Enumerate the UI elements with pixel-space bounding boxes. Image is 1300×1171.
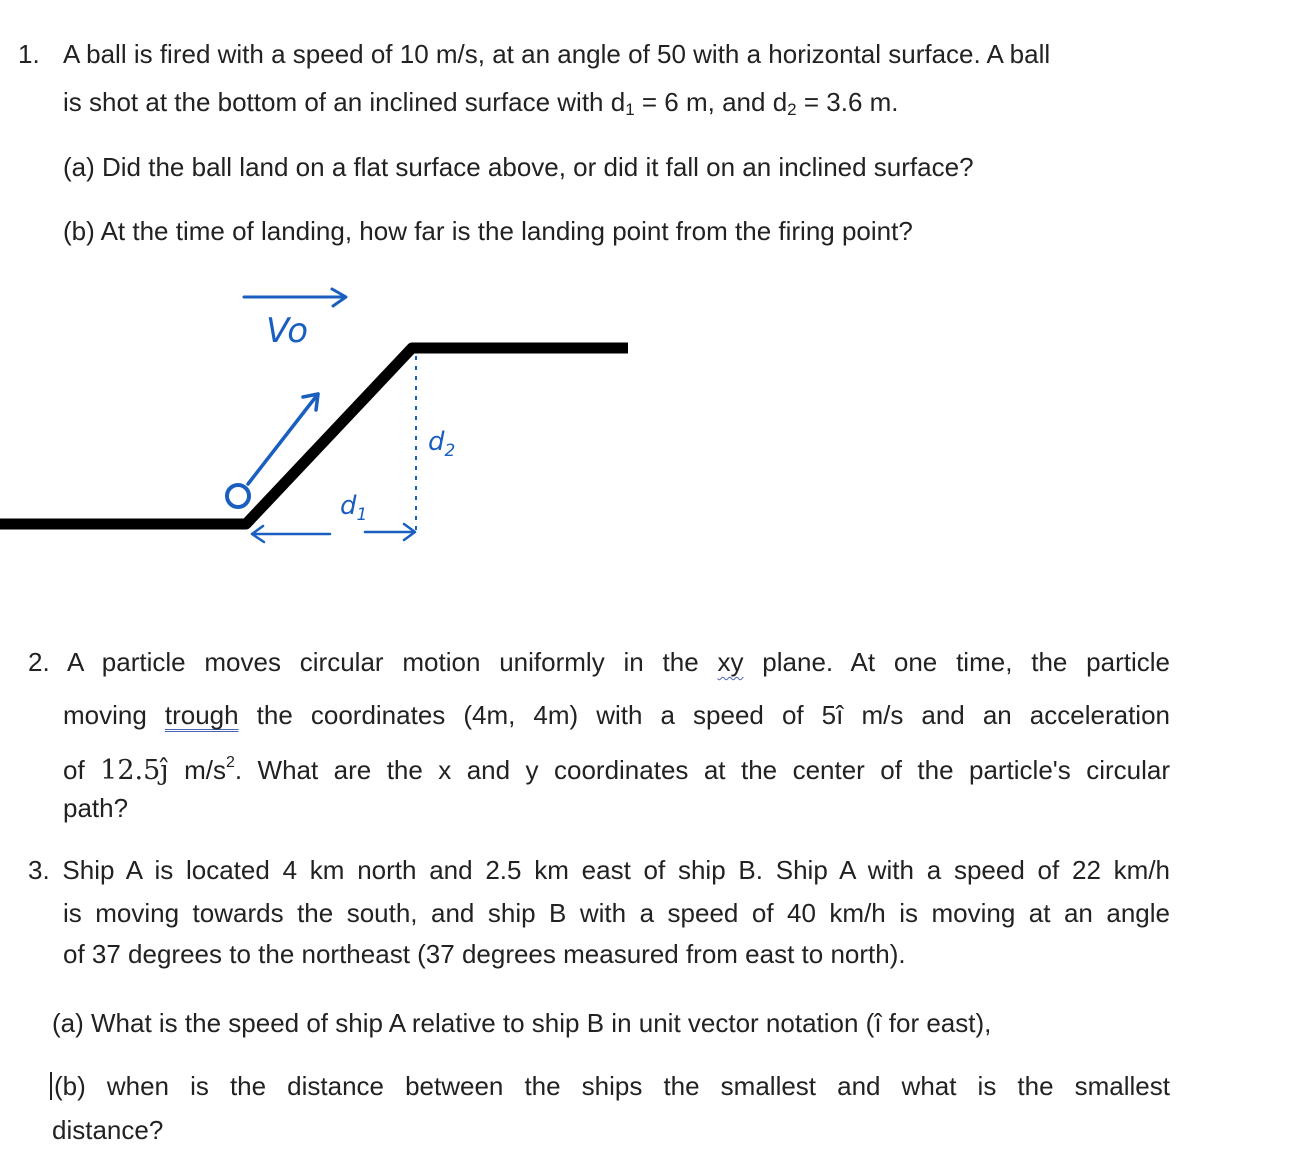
v0-label: Vo (266, 311, 309, 351)
problem-1-part-a: (a) Did the ball land on a flat surface above, or did it fall on an inclined surface? (63, 152, 974, 182)
surface-outline (0, 348, 628, 524)
problem-3-part-b-line-2: distance? (52, 1115, 164, 1145)
problem-1-line-2-mid: = 6 m, and d (634, 87, 788, 117)
problem-1-line-2 (63, 85, 899, 127)
ball-icon (227, 485, 249, 507)
d2-label: $d_2$ (428, 427, 456, 461)
i-hat-symbol: î (836, 700, 844, 730)
acceleration-value: 12.5ĵ (100, 755, 169, 786)
d1-subscript: 1 (625, 100, 635, 119)
problem-1-line-2-post: = 3.6 m. (796, 87, 899, 117)
launch-velocity-arrow (248, 394, 318, 484)
problem-1-number: 1. (18, 39, 40, 69)
problem-2-line-1: 2. A particle moves circular motion uniformly in the xy plane. At one time, the particle (28, 647, 1170, 677)
d2-subscript: 2 (787, 100, 797, 119)
trough-flagged-word: trough (164, 700, 239, 730)
problem-1-part-b: (b) At the time of landing, how far is the landing point from the firing point? (63, 216, 913, 246)
problem-2-line-3: of 12.5ĵ $m/s^2$. What are the x and y coordinates at the center of the particle's circular (63, 754, 1170, 786)
problem-3-line-2: is moving towards the south, and ship B with a speed of 40 km/h is moving at an angle (63, 898, 1170, 928)
xy-flagged-word: xy (717, 647, 744, 677)
problem-3-part-a: (a) What is the speed of ship A relative to ship B in unit vector notation (î for east), (52, 1008, 992, 1038)
squared-superscript: 2 (225, 754, 235, 771)
d1-label: $d_1$ (340, 491, 368, 525)
problem-3-line-1: 3. Ship A is located 4 km north and 2.5 km east of ship B. Ship A with a speed of 22 km/h (28, 855, 1170, 885)
problem-2-line-2: moving trough the coordinates (4m, 4m) with a speed of 5î m/s and an acceleration (63, 700, 1170, 730)
text-cursor (50, 1072, 52, 1100)
problem-1-line-1: A ball is fired with a speed of 10 m/s, at an angle of 50 with a horizontal surface. A ball (63, 39, 1051, 69)
problem-1-line-2-pre: is shot at the bottom of an inclined surface with d (63, 87, 626, 117)
inclined-surface-figure (0, 270, 700, 570)
problem-3-line-3: of 37 degrees to the northeast (37 degrees measured from east to north). (63, 939, 906, 969)
problem-3-part-b-line-1: (b) when is the distance between the ships the smallest and what is the smallest (50, 1069, 1170, 1103)
problem-2-line-4: path? (63, 793, 129, 823)
